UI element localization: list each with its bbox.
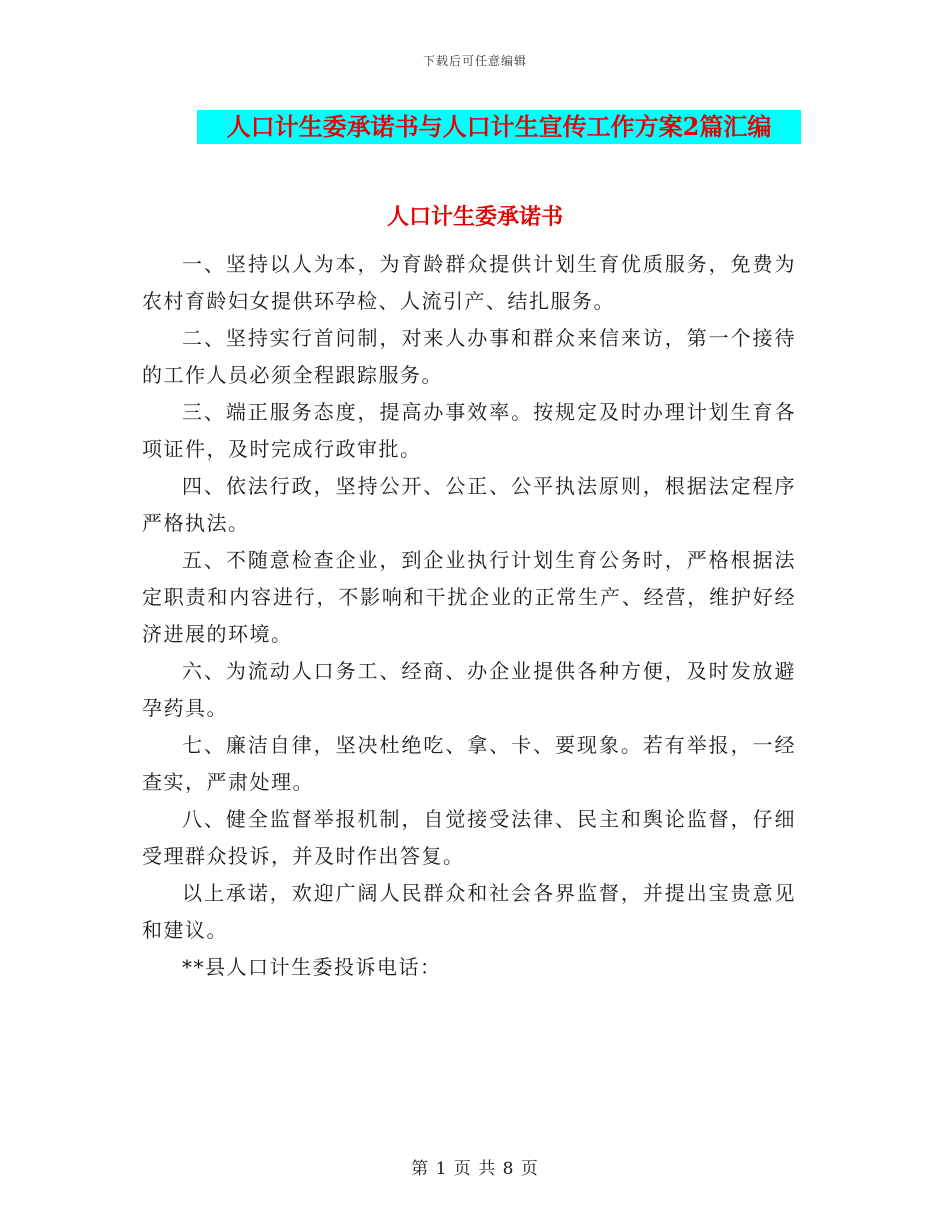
paragraph-1: 一、坚持以人为本，为育龄群众提供计划生育优质服务，免费为农村育龄妇女提供环孕检、人流引产、结扎服务。 xyxy=(142,252,796,313)
paragraph-8: 八、健全监督举报机制，自觉接受法律、民主和舆论监督，仔细受理群众投诉，并及时作出答复。 xyxy=(142,807,796,868)
closing-paragraph: 以上承诺，欢迎广阔人民群众和社会各界监督，并提出宝贵意见和建议。 xyxy=(142,881,796,942)
main-title: 人口计生委承诺书与人口计生宣传工作方案2篇汇编 xyxy=(226,112,772,141)
document-body xyxy=(142,246,796,986)
paragraph-7: 七、廉洁自律，坚决杜绝吃、拿、卡、要现象。若有举报，一经查实，严肃处理。 xyxy=(142,733,796,794)
page-number: 第 1 页 共 8 页 xyxy=(411,1159,539,1179)
paragraph-5: 五、不随意检查企业，到企业执行计划生育公务时，严格根据法定职责和内容进行，不影响和干扰企业的正常生产、经营，维护好经济进展的环境。 xyxy=(142,548,796,646)
complaint-phone-line: **县人口计生委投诉电话： xyxy=(182,955,442,979)
paragraph-2: 二、坚持实行首问制，对来人办事和群众来信来访，第一个接待的工作人员必须全程跟踪服务。 xyxy=(142,326,796,387)
paragraph-3: 三、端正服务态度，提高办事效率。按规定及时办理计划生育各项证件，及时完成行政审批。 xyxy=(142,400,796,461)
paragraph-4: 四、依法行政，坚持公开、公正、公平执法原则，根据法定程序严格执法。 xyxy=(142,474,796,535)
main-title-highlight xyxy=(197,110,801,144)
section-title: 人口计生委承诺书 xyxy=(386,204,563,230)
paragraph-6: 六、为流动人口务工、经商、办企业提供各种方便，及时发放避孕药具。 xyxy=(142,659,796,720)
header-note: 下载后可任意编辑 xyxy=(422,54,527,68)
